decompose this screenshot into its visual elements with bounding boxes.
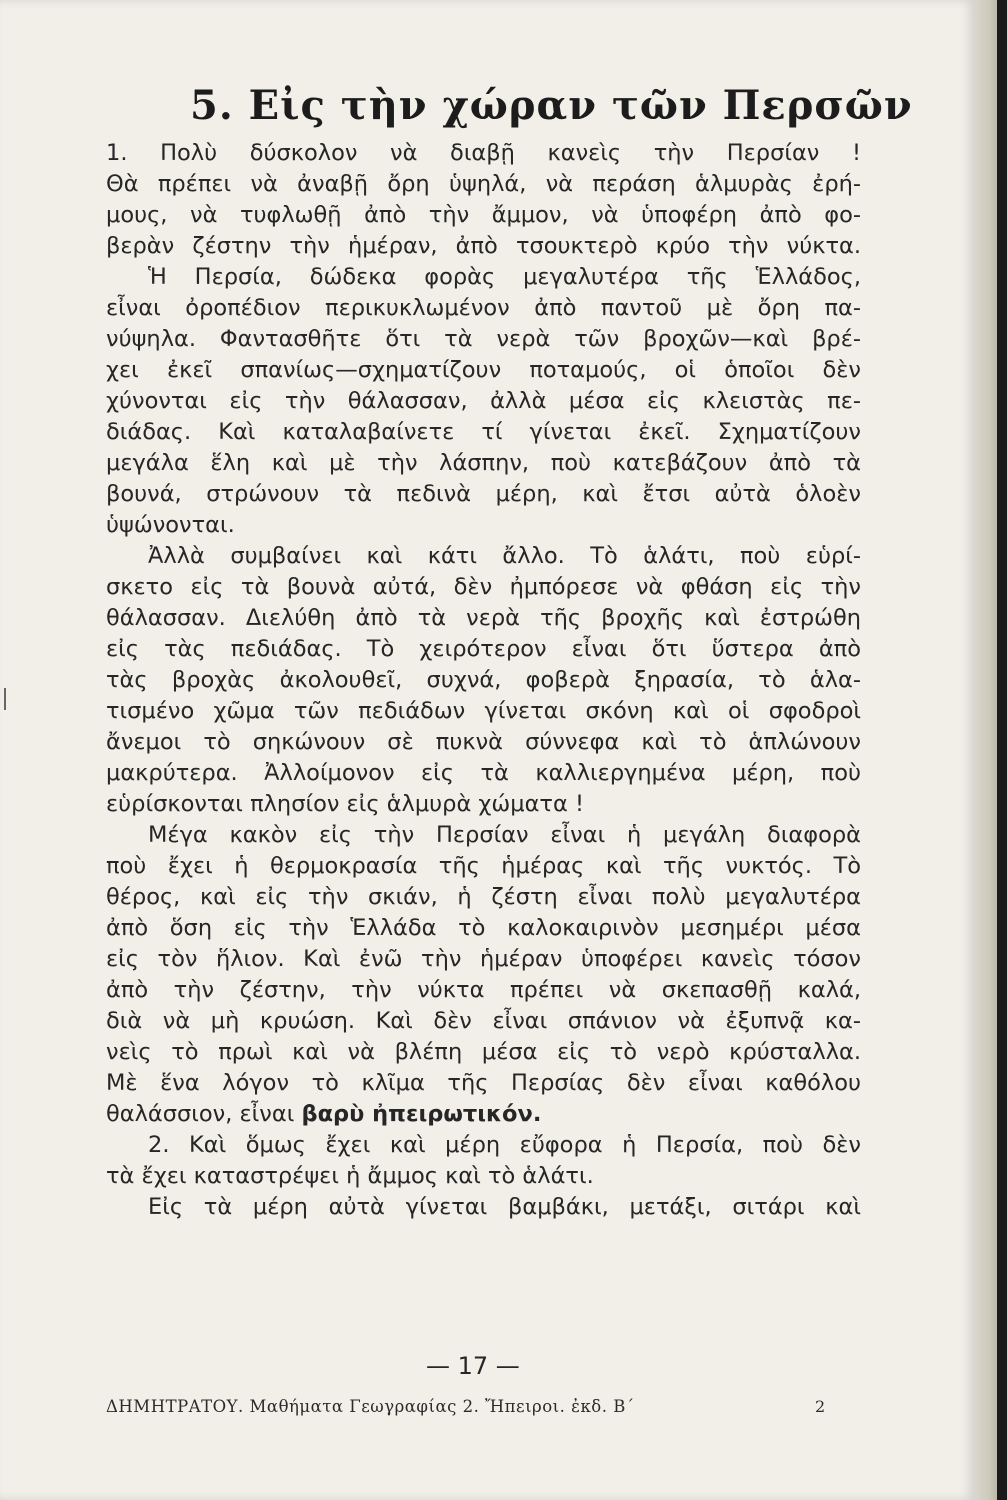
text-line: βουνά, στρώνουν τὰ πεδινὰ μέρη, καὶ ἔτσι αὐτὰ ὁλοὲν [106, 481, 861, 507]
text-line: ἄνεμοι τὸ σηκώνουν σὲ πυκνὰ σύννεφα καὶ τὸ ἁπλώνουν [106, 729, 861, 755]
text-line: νεὶς τὸ πρωὶ καὶ νὰ βλέπη μέσα εἰς τὸ νερὸ κρύσταλλα. [106, 1039, 861, 1065]
text-line: μακρύτερα. Ἀλλοίμονον εἰς τὰ καλλιεργημένα μέρη, ποὺ [106, 760, 861, 786]
margin-mark [4, 688, 9, 710]
text-line: διάδας. Καὶ καταλαβαίνετε τί γίνεται ἐκεῖ. Σχηματίζουν [106, 419, 861, 445]
chapter-title: 5. Εἰς τὴν χώραν τῶν Περσῶν [190, 82, 913, 129]
body-text [106, 138, 861, 1223]
text-line: ἀπὸ ὅση εἰς τὴν Ἑλλάδα τὸ καλοκαιρινὸν μεσημέρι μέσα [106, 915, 861, 941]
page-edge [975, 0, 1007, 1500]
text-line: ποὺ ἔχει ἡ θερμοκρασία τῆς ἡμέρας καὶ τῆς νυκτός. Τὸ [106, 853, 861, 879]
scan-border [997, 0, 1007, 1500]
text-line: εἰς τὸν ἥλιον. Καὶ ἐνῶ τὴν ἡμέραν ὑποφέρει κανεὶς τόσον [106, 946, 861, 972]
text-line: μεγάλα ἕλη καὶ μὲ τὴν λάσπην, ποὺ κατεβάζουν ἀπὸ τὰ [106, 450, 861, 476]
text-line: Ἡ Περσία, δώδεκα φορὰς μεγαλυτέρα τῆς Ἑλλάδος, [148, 264, 861, 290]
text-line: χει ἐκεῖ σπανίως—σχηματίζουν ποταμούς, οἱ ὁποῖοι δὲν [106, 357, 861, 383]
text-line: Μέγα κακὸν εἰς τὴν Περσίαν εἶναι ἡ μεγάλη διαφορὰ [148, 822, 861, 848]
footer-signature-line: ΔΗΜΗΤΡΑΤΟΥ. Μαθήματα Γεωγραφίας 2. Ἤπειροι. ἐκδ. Β΄ [106, 1397, 635, 1416]
text-line: ὑψώνονται. [106, 512, 235, 538]
text-line: εἶναι ὀροπέδιον περικυκλωμένον ἀπὸ παντοῦ μὲ ὄρη πα- [106, 295, 861, 321]
text-line: Μὲ ἕνα λόγον τὸ κλῖμα τῆς Περσίας δὲν εἶναι καθόλου [106, 1070, 861, 1096]
text-line-start: θαλάσσιον, εἶναι [106, 1101, 295, 1127]
text-line: Θὰ πρέπει νὰ ἀναβῇ ὄρη ὑψηλά, νὰ περάση ἁλμυρὰς ἐρή- [106, 171, 861, 197]
text-line: νύψηλα. Φαντασθῆτε ὅτι τὰ νερὰ τῶν βροχῶν—καὶ βρέ- [106, 326, 861, 352]
text-line: χύνονται εἰς τὴν θάλασσαν, ἀλλὰ μέσα εἰς κλειστὰς πε- [106, 388, 861, 414]
text-line: εὑρίσκονται πλησίον εἰς ἁλμυρὰ χώματα ! [106, 791, 584, 817]
text-line: θέρος, καὶ εἰς τὴν σκιάν, ἡ ζέστη εἶναι πολὺ μεγαλυτέρα [106, 884, 861, 910]
text-line: τὰ ἔχει καταστρέψει ἡ ἄμμος καὶ τὸ ἁλάτι. [106, 1163, 594, 1189]
text-line: 1. Πολὺ δύσκολον νὰ διαβῇ κανεὶς τὴν Περσίαν ! [106, 140, 861, 166]
text-line [106, 1099, 861, 1130]
text-line: τισμένο χῶμα τῶν πεδιάδων γίνεται σκόνη καὶ οἱ σφοδροὶ [106, 698, 861, 724]
text-line: Ἀλλὰ συμβαίνει καὶ κάτι ἄλλο. Τὸ ἁλάτι, ποὺ εὑρί- [148, 543, 861, 569]
text-line: σκετο εἰς τὰ βουνὰ αὐτά, δὲν ἠμπόρεσε νὰ φθάση εἰς τὴν [106, 574, 861, 600]
text-line: εἰς τὰς πεδιάδας. Τὸ χειρότερον εἶναι ὅτι ὕστερα ἀπὸ [106, 636, 861, 662]
printer-signature-mark: 2 [815, 1397, 826, 1416]
text-line: μους, νὰ τυφλωθῇ ἀπὸ τὴν ἄμμον, νὰ ὑποφέρη ἀπὸ φο- [106, 202, 861, 228]
text-line: τὰς βροχὰς ἀκολουθεῖ, συχνά, φοβερὰ ξηρασία, τὸ ἁλα- [106, 667, 861, 693]
text-line: θάλασσαν. Διελύθη ἀπὸ τὰ νερὰ τῆς βροχῆς καὶ ἐστρώθη [106, 605, 861, 631]
bold-phrase: βαρὺ ἠπειρωτικόν. [301, 1101, 542, 1127]
text-line: Εἰς τὰ μέρη αὐτὰ γίνεται βαμβάκι, μετάξι, σιτάρι καὶ [148, 1194, 861, 1220]
text-line: διὰ νὰ μὴ κρυώση. Καὶ δὲν εἶναι σπάνιον νὰ ἐξυπνᾷ κα- [106, 1008, 861, 1034]
text-line: βερὰν ζέστην τὴν ἡμέραν, ἀπὸ τσουκτερὸ κρύο τὴν νύκτα. [106, 233, 861, 259]
text-line: 2. Καὶ ὅμως ἔχει καὶ μέρη εὔφορα ἡ Περσία, ποὺ δὲν [148, 1132, 861, 1158]
page-number: — 17 — [426, 1352, 520, 1380]
text-line: ἀπὸ τὴν ζέστην, τὴν νύκτα πρέπει νὰ σκεπασθῇ καλά, [106, 977, 861, 1003]
